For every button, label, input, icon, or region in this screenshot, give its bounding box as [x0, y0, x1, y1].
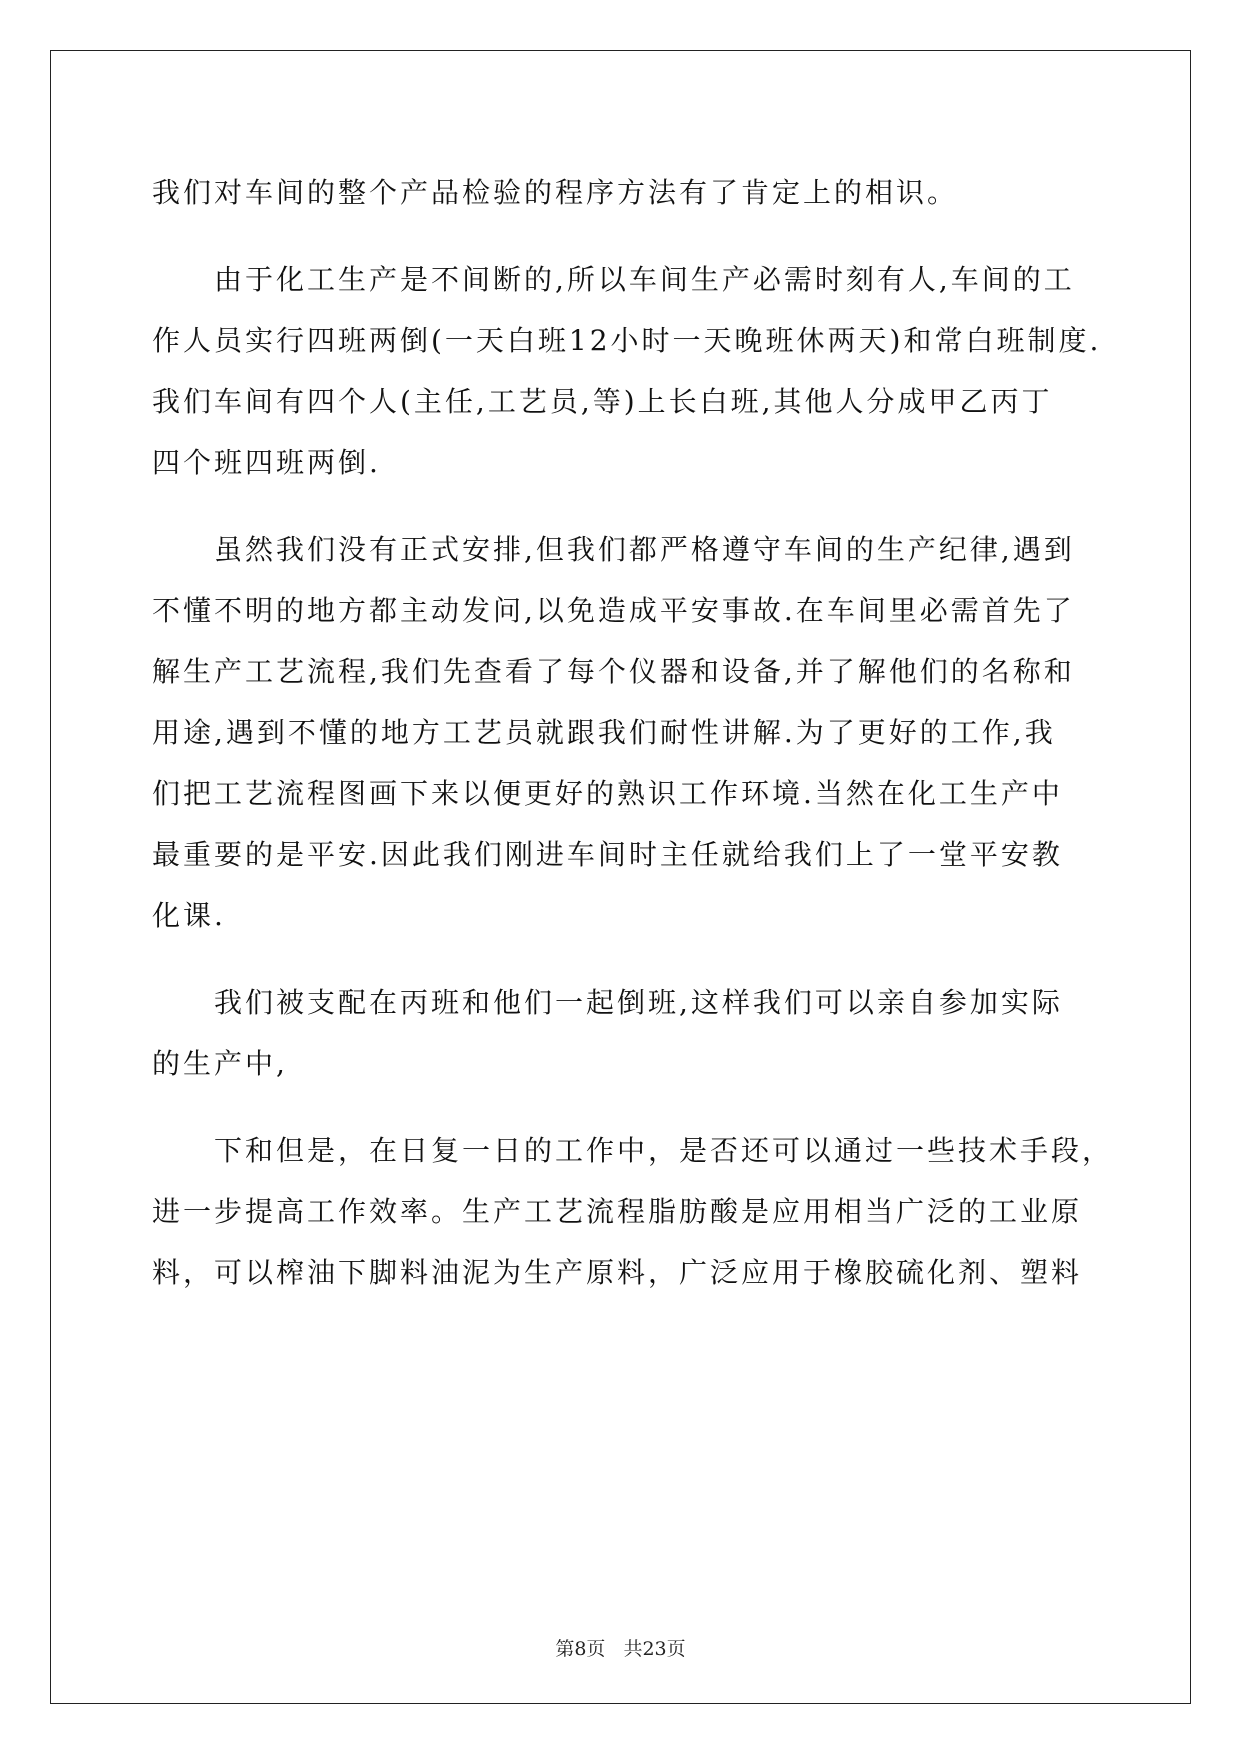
text-line: 不懂不明的地方都主动发问,以免造成平安事故.在车间里必需首先了 [152, 594, 1075, 627]
text-line: 解生产工艺流程,我们先查看了每个仪器和设备,并了解他们的名称和 [152, 655, 1075, 688]
page-footer [0, 1634, 1241, 1661]
paragraph-first-line: 虽然我们没有正式安排,但我们都严格遵守车间的生产纪律,遇到 [214, 533, 1075, 566]
text-line: 化课. [152, 899, 226, 932]
text-line: 我们对车间的整个产品检验的程序方法有了肯定上的相识。 [152, 176, 959, 209]
text-line: 最重要的是平安.因此我们刚进车间时主任就给我们上了一堂平安教 [152, 838, 1063, 871]
paragraph-first-line: 下和但是，在日复一日的工作中，是否还可以通过一些技术手段， [214, 1134, 1114, 1167]
text-line: 的生产中, [152, 1047, 288, 1080]
page-number: 第8页 [555, 1638, 606, 1660]
text-line: 进一步提高工作效率。生产工艺流程脂肪酸是应用相当广泛的工业原 [152, 1195, 1083, 1228]
text-line: 作人员实行四班两倒(一天白班12小时一天晚班休两天)和常白班制度. [152, 324, 1102, 357]
page-total: 共23页 [623, 1638, 686, 1660]
text-line: 料，可以榨油下脚料油泥为生产原料，广泛应用于橡胶硫化剂、塑料 [152, 1256, 1083, 1289]
text-line: 四个班四班两倒. [152, 446, 381, 479]
text-line: 我们车间有四个人(主任,工艺员,等)上长白班,其他人分成甲乙丙丁 [152, 385, 1053, 418]
text-line: 们把工艺流程图画下来以便更好的熟识工作环境.当然在化工生产中 [152, 777, 1063, 810]
document-body [152, 162, 1114, 1303]
paragraph-first-line: 由于化工生产是不间断的,所以车间生产必需时刻有人,车间的工 [214, 263, 1075, 296]
paragraph-first-line: 我们被支配在丙班和他们一起倒班,这样我们可以亲自参加实际 [214, 986, 1063, 1019]
text-line: 用途,遇到不懂的地方工艺员就跟我们耐性讲解.为了更好的工作,我 [152, 716, 1056, 749]
